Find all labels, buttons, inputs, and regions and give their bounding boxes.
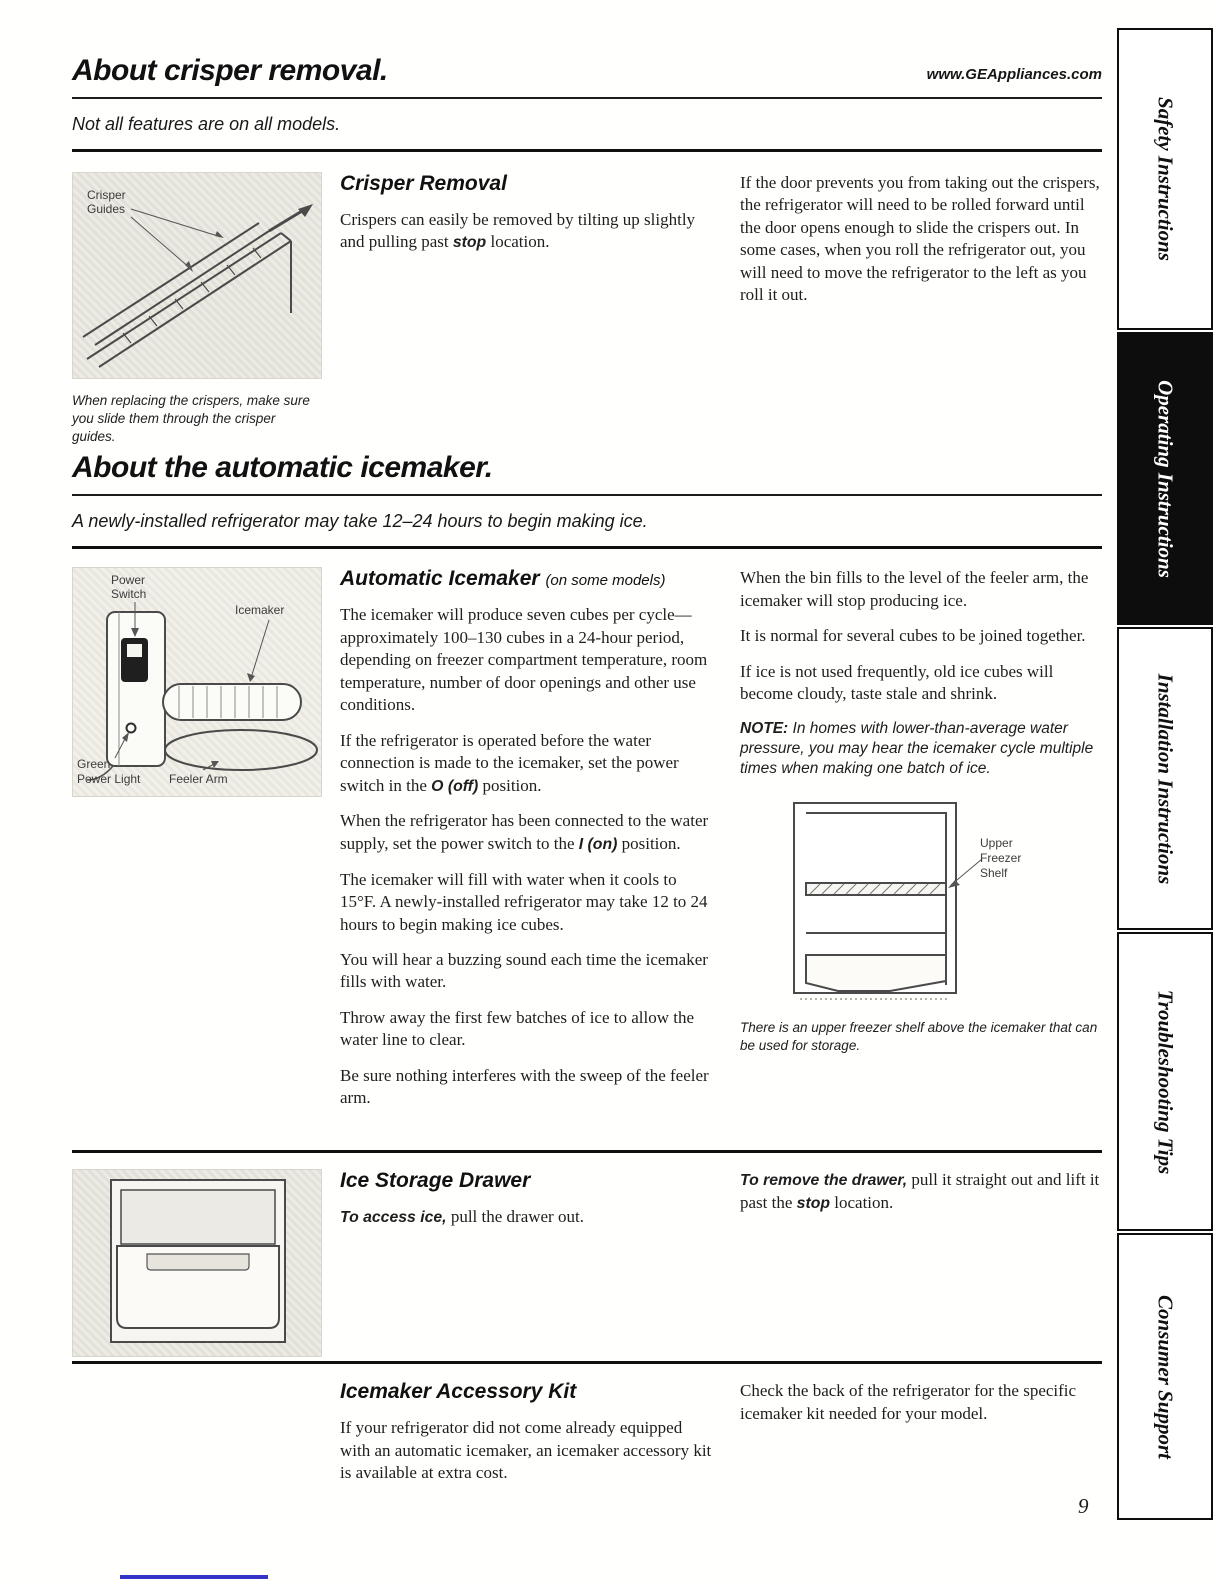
ice-storage-drawer-section [72,1153,1102,1361]
sidebar-tab-label: Troubleshooting Tips [1153,989,1178,1174]
icemaker-mid-column [340,567,712,1122]
icemaker-paragraph-5: You will hear a buzzing sound each time the icemaker fills with water. [340,949,708,992]
shelf-label-freezer: Freezer [980,851,1022,866]
icemaker-right-paragraph-3: If ice is not used frequently, old ice cubes will become cloudy, taste stale and shrink. [740,661,1054,704]
crisper-paragraph [340,209,712,254]
icemaker-paragraph-2 [340,730,712,798]
icemaker-label-feeler-arm: Feeler Arm [169,772,228,787]
scan-artifact-line [120,1575,268,1579]
text-segment: position. [478,775,542,795]
crisper-figure [72,172,322,445]
bold-term: stop [796,1195,831,1213]
bold-term: I (on) [578,835,618,853]
sidebar-tab-troubleshooting-tips [1117,932,1213,1231]
text-segment: Crispers can easily be removed by tilting up slightly and pulling past [340,210,696,252]
icemaker-label-power-light: Power Light [77,772,141,787]
text-segment: pull it straight out and lift it past the [740,1170,1100,1213]
accessory-kit-section [72,1364,1102,1497]
sidebar-tab-consumer-support [1117,1233,1213,1520]
ice-drawer-heading: Ice Storage Drawer [340,1169,531,1193]
heading-text: Automatic Icemaker [340,567,540,591]
crisper-removal-section [72,152,1102,445]
text-segment: location. [486,232,550,252]
sidebar-tab-label: Operating Instructions [1153,379,1178,578]
sidebar-tab-label: Consumer Support [1153,1294,1178,1459]
divider [72,494,1102,496]
bold-term: O (off) [431,777,479,795]
ice-drawer-right-column [740,1169,1102,1228]
crisper-guides-illustration [72,172,322,379]
ice-drawer-illustration [72,1169,322,1357]
icemaker-section-subtitle: A newly-installed refrigerator may take 12–24 hours to begin making ice. [72,511,648,532]
ice-drawer-right-paragraph [740,1169,1102,1215]
icemaker-label-power: Power [111,573,146,588]
freezer-shelf-drawing [750,795,1030,1005]
shelf-label-shelf: Shelf [980,866,1008,881]
icemaker-note [740,719,1102,779]
icemaker-heading [340,567,712,591]
sidebar-tab-safety-instructions [1117,28,1213,330]
icemaker-section-title: About the automatic icemaker. [72,451,493,485]
sidebar-tab-label: Safety Instructions [1153,97,1178,261]
text-segment: position. [617,833,681,853]
text-segment: When the refrigerator has been connected to the water supply, set the power switch to the [340,811,709,853]
page-subtitle: Not all features are on all models. [72,114,341,134]
sidebar-tab-operating-instructions [1117,332,1213,625]
icemaker-label-icemaker: Icemaker [235,603,285,618]
page-title: About crisper removal. [72,54,388,87]
page-number: 9 [1078,1494,1089,1518]
text-segment: location. [830,1193,894,1213]
automatic-icemaker-section [72,549,1102,1150]
bold-term: stop [452,234,487,252]
crisper-guides-drawing [73,173,321,378]
icemaker-right-paragraph-2: It is normal for several cubes to be joined together. [740,626,1086,646]
heading-note: (on some models) [545,572,666,590]
icemaker-drawing [73,568,321,796]
website-url: www.GEAppliances.com [926,66,1102,83]
icemaker-label-green: Green [77,757,111,772]
accessory-kit-paragraph: If your refrigerator did not come already equipped with an automatic icemaker, an icemaker accessory kit is available at extra cost. [340,1418,712,1483]
crisper-heading: Crisper Removal [340,172,507,195]
icemaker-paragraph-6: Throw away the first few batches of ice to allow the water line to clear. [340,1007,695,1050]
crisper-label-line1: Crisper [87,188,126,202]
crisper-mid-column [340,172,712,267]
crisper-right-paragraph: If the door prevents you from taking out the crispers, the refrigerator will need to be rolled forward until the door opens enough to slide the crispers out. In some cases, when you roll the refrigerator out, you will need to move the refrigerator to the left as you roll it out. [740,173,1100,305]
ice-drawer-figure [72,1169,322,1361]
note-text: In homes with lower-than-average water pressure, you may hear the icemaker cycle multiple times when making one batch of ice. [740,719,1094,777]
ice-drawer-paragraph [340,1206,712,1229]
freezer-shelf-caption: There is an upper freezer shelf above the icemaker that can be used for storage. [740,1020,1098,1053]
ice-drawer-mid-column [340,1169,712,1242]
icemaker-paragraph-7: Be sure nothing interferes with the sweep of the feeler arm. [340,1065,709,1108]
accessory-kit-right-paragraph: Check the back of the refrigerator for the specific icemaker kit needed for your model. [740,1381,1077,1423]
freezer-shelf-illustration [750,795,1030,1005]
icemaker-paragraph-1: The icemaker will produce seven cubes per cycle—approximately 100–130 cubes in a 24-hour period, depending on freezer compartment temperature, room temperature, number of door openings and other use conditions. [340,605,708,715]
crisper-figure-caption: When replacing the crispers, make sure you slide them through the crisper guides. [72,393,310,444]
icemaker-right-paragraph-1: When the bin fills to the level of the feeler arm, the icemaker will stop producing ice. [740,568,1089,610]
divider [72,97,1102,99]
text-segment: If the refrigerator is operated before the water connection is made to the icemaker, set the power switch in the [340,730,679,795]
icemaker-right-column [740,567,1102,1054]
page-header [72,54,1102,88]
shelf-label-upper: Upper [980,836,1013,851]
main-content [72,54,1102,1498]
bold-term: To remove the drawer, [740,1172,908,1190]
sidebar-tab-installation-instructions [1117,627,1213,930]
crisper-label-line2: Guides [87,202,126,216]
bold-term: To access ice, [340,1209,447,1227]
icemaker-paragraph-3 [340,810,712,855]
accessory-kit-heading: Icemaker Accessory Kit [340,1380,577,1404]
sidebar-tab-label: Installation Instructions [1153,673,1178,884]
icemaker-illustration [72,567,322,797]
accessory-kit-mid-column [340,1380,712,1497]
ice-drawer-drawing [73,1170,321,1356]
crisper-right-column [740,172,1102,320]
icemaker-paragraph-4: The icemaker will fill with water when it cools to 15°F. A newly-installed refrigerator may take 12 to 24 hours to begin making ice cubes. [340,869,708,934]
text-segment: pull the drawer out. [446,1207,584,1227]
icemaker-figure [72,567,322,801]
icemaker-label-switch: Switch [111,587,147,602]
accessory-kit-right-column [740,1380,1102,1438]
note-label: NOTE: [740,719,789,737]
